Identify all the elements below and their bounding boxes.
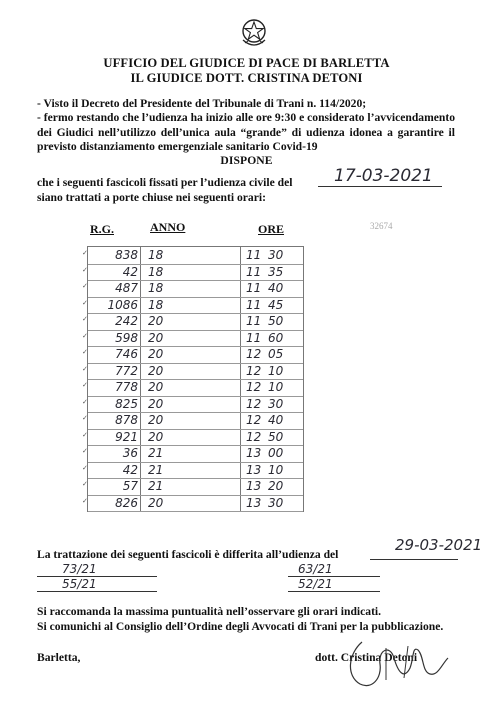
republic-emblem-icon — [239, 16, 269, 50]
cell-rg: 487 — [115, 281, 138, 295]
deferred-case: 52/21 — [298, 577, 333, 591]
check-mark-icon: ✓ — [82, 265, 88, 274]
check-mark-icon: ✓ — [82, 282, 88, 290]
cell-minute: 10 — [268, 380, 284, 394]
cell-minute: 30 — [268, 495, 284, 510]
deferred-case-line — [37, 576, 157, 577]
cell-rg: 921 — [115, 429, 138, 444]
table-row — [82, 264, 303, 282]
cell-hour: 12 — [246, 347, 262, 361]
check-mark-icon: ✓ — [82, 480, 88, 488]
cell-minute: 50 — [268, 314, 284, 328]
deferred-case: 63/21 — [298, 562, 333, 576]
cell-rg: 36 — [122, 446, 138, 460]
deferred-case-line — [288, 591, 380, 592]
table-row — [82, 379, 303, 397]
hearing-line: che i seguenti fascicoli fissati per l’udienza civile del — [37, 176, 293, 189]
schedule-table — [82, 246, 304, 512]
cell-hour: 11 — [246, 281, 262, 295]
deferral-date-line — [370, 559, 458, 560]
table-row — [82, 330, 303, 348]
cell-hour: 13 — [246, 446, 262, 460]
cell-anno: 20 — [148, 396, 164, 411]
cell-minute: 10 — [268, 462, 284, 477]
hearing-date-line — [318, 186, 442, 187]
cell-anno: 20 — [148, 330, 164, 345]
signature-scribble — [338, 628, 458, 692]
check-mark-icon: ✓ — [82, 364, 88, 373]
cell-hour: 13 — [246, 479, 262, 493]
table-row — [82, 313, 303, 331]
cell-anno: 21 — [148, 446, 164, 460]
cell-minute: 30 — [268, 396, 284, 411]
schedule-paragraph: - fermo restando che l’udienza ha inizio alle ore 9:30 e considerato l’avvicendamento dei Giudici nell’utilizzo dell’unica aula “grande” di udienza idonea a garantire il previsto distanziamento emergenziale sanitario Covid-19 — [37, 111, 455, 153]
check-mark-icon: ✓ — [82, 397, 88, 406]
cell-anno: 18 — [148, 264, 164, 279]
cell-rg: 746 — [115, 347, 138, 361]
check-mark-icon: ✓ — [82, 249, 88, 257]
check-mark-icon: ✓ — [82, 348, 88, 356]
check-mark-icon: ✓ — [82, 331, 88, 340]
cell-hour: 12 — [246, 429, 262, 444]
cell-anno: 20 — [148, 495, 164, 510]
cell-minute: 45 — [268, 297, 284, 312]
cell-minute: 20 — [268, 479, 284, 493]
cell-anno: 20 — [148, 380, 164, 394]
cell-rg: 878 — [115, 413, 138, 427]
table-row — [82, 363, 303, 381]
cell-rg: 42 — [122, 264, 138, 279]
deferred-case-line — [37, 591, 157, 592]
cell-minute: 60 — [268, 330, 284, 345]
cell-anno: 18 — [148, 248, 164, 262]
judge-title: IL GIUDICE DOTT. CRISTINA DETONI — [130, 71, 363, 85]
cell-rg: 42 — [122, 462, 138, 477]
cell-anno: 20 — [148, 347, 164, 361]
cell-minute: 40 — [268, 413, 284, 427]
deferral-date: 29-03-2021 — [395, 536, 483, 554]
check-mark-icon: ✓ — [82, 315, 88, 323]
cell-anno: 21 — [148, 479, 164, 493]
decree-paragraph: - Visto il Decreto del Presidente del Tribunale di Trani n. 114/2020; — [37, 97, 367, 110]
cell-rg: 838 — [115, 248, 138, 262]
cell-anno: 20 — [148, 429, 164, 444]
cell-hour: 12 — [246, 380, 262, 394]
column-anno: ANNO — [150, 220, 186, 234]
punctuality-note: Si raccomanda la massima puntualità nell’osservare gli orari indicati. — [37, 605, 382, 618]
deferral-line: La trattazione dei seguenti fascicoli è differita all’udienza del — [37, 548, 339, 561]
cell-hour: 12 — [246, 413, 262, 427]
cell-rg: 1086 — [107, 297, 138, 312]
cell-anno: 18 — [148, 297, 164, 312]
cell-hour: 13 — [246, 462, 262, 477]
cell-minute: 00 — [268, 446, 284, 460]
table-row — [82, 396, 303, 414]
deferred-case: 73/21 — [62, 562, 97, 576]
dispone-heading: DISPONE — [220, 154, 273, 167]
table-row — [82, 280, 303, 298]
closed-doors-line: siano trattati a porte chiuse nei seguenti orari: — [37, 191, 266, 204]
cell-rg: 778 — [115, 380, 138, 394]
table-row — [82, 429, 303, 447]
table-row — [82, 495, 303, 513]
cell-minute: 05 — [268, 347, 284, 361]
table-row — [82, 297, 303, 315]
cell-hour: 11 — [246, 330, 262, 345]
table-row — [82, 412, 303, 430]
check-mark-icon: ✓ — [82, 496, 88, 505]
cell-anno: 21 — [148, 462, 164, 477]
cell-hour: 13 — [246, 495, 262, 510]
cell-hour: 11 — [246, 314, 262, 328]
cell-anno: 18 — [148, 281, 164, 295]
cell-anno: 20 — [148, 314, 164, 328]
cell-minute: 50 — [268, 429, 284, 444]
check-mark-icon: ✓ — [82, 447, 88, 455]
cell-hour: 11 — [246, 248, 262, 262]
cell-rg: 57 — [122, 479, 138, 493]
cell-rg: 242 — [115, 314, 138, 328]
hearing-date: 17-03-2021 — [334, 166, 433, 186]
table-row — [82, 478, 303, 496]
check-mark-icon: ✓ — [82, 430, 88, 439]
column-ore: ORE — [258, 222, 285, 236]
cell-minute: 40 — [268, 281, 284, 295]
cell-minute: 30 — [268, 248, 284, 262]
table-row — [82, 346, 303, 364]
table-row — [82, 462, 303, 480]
place: Barletta, — [37, 651, 81, 664]
cell-hour: 11 — [246, 297, 262, 312]
cell-rg: 826 — [115, 495, 138, 510]
check-mark-icon: ✓ — [82, 463, 88, 472]
cell-anno: 20 — [148, 413, 164, 427]
communication-note: Si comunichi al Consiglio dell’Ordine degli Avvocati di Trani per la pubblicazione. — [37, 620, 444, 633]
table-row — [82, 247, 303, 265]
cell-minute: 35 — [268, 264, 284, 279]
cell-rg: 825 — [115, 396, 138, 411]
signature-name: dott. Cristina Detoni — [315, 651, 418, 664]
cell-rg: 598 — [115, 330, 138, 345]
table-row — [82, 445, 303, 463]
cell-hour: 12 — [246, 396, 262, 411]
stamp-note: 32674 — [370, 221, 393, 231]
cell-hour: 12 — [246, 363, 262, 378]
check-mark-icon: ✓ — [82, 381, 88, 389]
check-mark-icon: ✓ — [82, 414, 88, 422]
cell-anno: 20 — [148, 363, 164, 378]
column-rg: R.G. — [90, 222, 114, 236]
cell-hour: 11 — [246, 264, 262, 279]
office-title: UFFICIO DEL GIUDICE DI PACE DI BARLETTA — [103, 56, 390, 70]
cell-minute: 10 — [268, 363, 284, 378]
deferred-case: 55/21 — [62, 577, 97, 591]
check-mark-icon: ✓ — [82, 298, 88, 307]
cell-rg: 772 — [115, 363, 138, 378]
